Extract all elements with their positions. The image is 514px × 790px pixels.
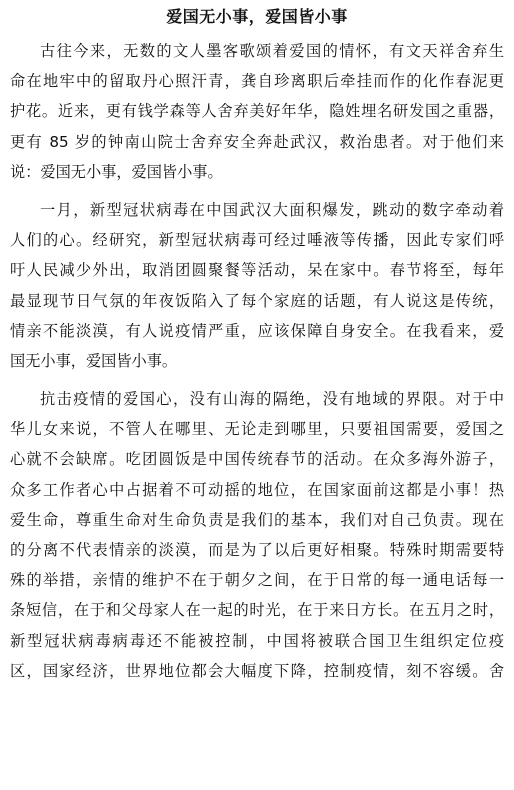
paragraph-line: 爱生命，尊重生命对生命负责是我们的基本，我们对自己负责。现在 — [10, 510, 504, 529]
paragraph-line: 命在地牢中的留取丹心照汗青，龚自珍离职后牵挂而作的化作春泥更 — [10, 72, 504, 91]
paragraph-line: 最显现节日气氛的年夜饭陷入了每个家庭的话题，有人说这是传统， — [10, 291, 504, 310]
paragraph-line: 殊的举措，亲情的维护不在于朝夕之间，在于日常的每一通电话每一 — [10, 571, 504, 590]
paragraph-line: 护花。近来，更有钱学森等人舍弃美好年华，隐姓埋名研发国之重器， — [10, 102, 504, 121]
paragraph-line: 一月，新型冠状病毒在中国武汉大面积爆发，跳动的数字牵动着 — [40, 200, 504, 219]
paragraph-line: 吁人民减少外出，取消团圆聚餐等活动，呆在家中。春节将至，每年 — [10, 261, 504, 280]
paragraph-line: 说：爱国无小事，爱国皆小事。 — [10, 162, 223, 181]
paragraph-line: 国无小事，爱国皆小事。 — [10, 351, 178, 370]
paragraph-line: 华儿女来说，不管人在哪里、无论走到哪里，只要祖国需要，爱国之 — [10, 420, 504, 439]
paragraph-line: 的分离不代表情亲的淡漠，而是为了以后更好相聚。特殊时期需要特 — [10, 541, 504, 559]
paragraph-2 — [10, 195, 504, 376]
paragraph-line: 情亲不能淡漠，有人说疫情严重，应该保障自身安全。在我看来，爱 — [10, 321, 504, 340]
paragraph-line: 条短信，在于和父母家人在一起的时光，在于来日方长。在五月之时， — [10, 601, 504, 620]
paragraph-line: 抗击疫情的爱国心，没有山海的隔绝，没有地域的界限。对于中 — [40, 390, 504, 409]
paragraph-line: 区，国家经济，世界地位都会大幅度下降，控制疫情，刻不容缓。舍 — [10, 661, 504, 680]
paragraph-1 — [10, 36, 504, 187]
paragraph-3 — [10, 384, 504, 686]
paragraph-line: 人们的心。经研究，新型冠状病毒可经过唾液等传播，因此专家们呼 — [10, 231, 504, 250]
paragraph-line: 更有 85 岁的钟南山院士舍弃安全奔赴武汉，救治患者。对于他们来 — [10, 132, 504, 151]
paragraph-line: 心就不会缺席。吃团圆饭是中国传统春节的活动。在众多海外游子， — [10, 450, 504, 469]
paragraph-line: 古往今来，无数的文人墨客歌颂着爱国的情怀，有文天祥舍弃生 — [40, 42, 504, 60]
paragraph-line: 众多工作者心中占据着不可动摇的地位，在国家面前这都是小事！热 — [10, 480, 504, 499]
paragraph-line: 新型冠状病毒病毒还不能被控制，中国将被联合国卫生组织定位疫 — [10, 631, 504, 650]
document-title: 爱国无小事，爱国皆小事 — [166, 7, 348, 26]
